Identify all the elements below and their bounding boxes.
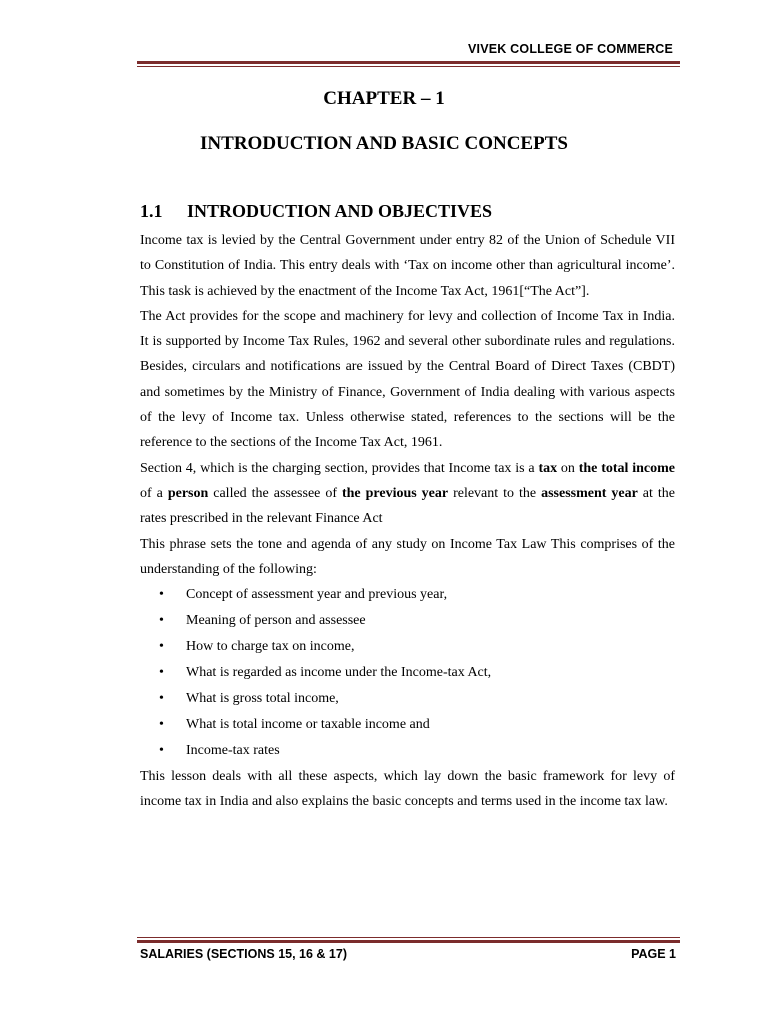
bullet-icon: •	[159, 613, 164, 629]
text-run: Section 4, which is the charging section, provides that Income tax is a	[140, 460, 539, 476]
text-run: on	[557, 460, 579, 476]
list-item: • What is regarded as income under the Income-tax Act,	[140, 660, 675, 686]
section-number: 1.1	[140, 201, 163, 221]
running-header: VIVEK COLLEGE OF COMMERCE	[467, 42, 673, 56]
list-item: • Concept of assessment year and previous year,	[140, 582, 675, 608]
bold-term-person: person	[167, 485, 209, 501]
paragraph-conclusion: This lesson deals with all these aspects, which lay down the basic framework for levy of income tax in India and also explains the basic concepts and terms used in the income tax law.	[140, 769, 675, 810]
bold-term-assessment-year: assessment year	[541, 485, 638, 501]
paragraph-act-scope: The Act provides for the scope and machinery for levy and collection of Income Tax in India. It is supported by Income Tax Rules, 1962 and several other subordinate rules and regulations. Besides, circulars and notifications are issued by the Central Board of Direct Taxes (CBDT) and sometimes by the Ministry of Finance, Government of India dealing with various aspects of the levy of Income tax. Unless otherwise stated, references to the sections will be the reference to the sections of the Income Tax Act, 1961.	[140, 308, 675, 451]
bullet-icon: •	[159, 717, 164, 733]
bullet-icon: •	[159, 665, 164, 681]
bullet-icon: •	[159, 639, 164, 655]
text-run: of a	[140, 485, 168, 501]
bold-term-tax: tax	[538, 460, 558, 476]
text-run: at the rates prescribed in the relevant Finance Act	[140, 485, 675, 527]
header-rule	[137, 61, 680, 67]
section-heading	[140, 201, 492, 222]
paragraph-charging-section	[140, 456, 675, 532]
topics-list	[140, 582, 675, 764]
footer-section-title: SALARIES (SECTIONS 15, 16 & 17)	[140, 947, 348, 961]
list-item: • What is total income or taxable income and	[140, 712, 675, 738]
bold-term-total-income: the total income	[578, 460, 675, 476]
body-text	[140, 228, 675, 815]
paragraph-intro: Income tax is levied by the Central Government under entry 82 of the Union of Schedule VII to Constitution of India. This entry deals with ‘Tax on income other than agricultural income’. This task is achieved by the enactment of the Income Tax Act, 1961[“The Act”].	[140, 233, 675, 299]
chapter-label: CHAPTER – 1	[323, 88, 445, 109]
list-item: • How to charge tax on income,	[140, 634, 675, 660]
bold-term-previous-year: the previous year	[341, 485, 449, 501]
list-item: • What is gross total income,	[140, 686, 675, 712]
bullet-icon: •	[159, 743, 164, 759]
page-number: PAGE 1	[631, 947, 676, 961]
footer-rule	[137, 937, 680, 943]
bullet-icon: •	[159, 691, 164, 707]
list-item: • Meaning of person and assessee	[140, 608, 675, 634]
paragraph-agenda: This phrase sets the tone and agenda of any study on Income Tax Law This comprises of the understanding of the following:	[140, 536, 675, 577]
text-run: relevant to the	[448, 485, 542, 501]
text-run: called the assessee of	[208, 485, 342, 501]
bullet-icon: •	[159, 587, 164, 603]
chapter-title: INTRODUCTION AND BASIC CONCEPTS	[200, 133, 568, 154]
section-title: INTRODUCTION AND OBJECTIVES	[187, 201, 493, 221]
list-item: • Income-tax rates	[140, 738, 675, 764]
